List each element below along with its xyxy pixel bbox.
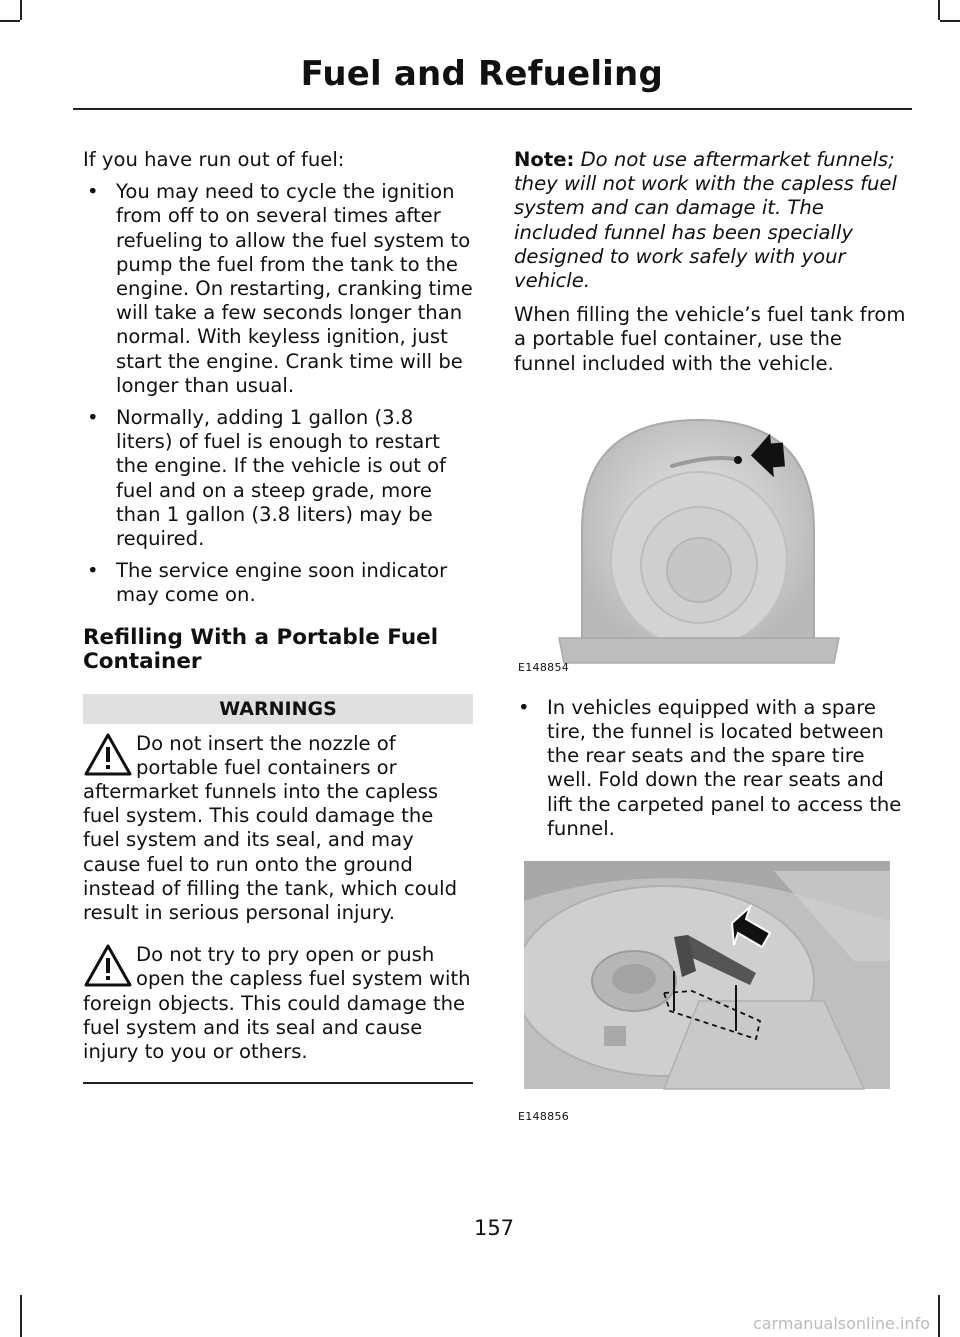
header-divider (73, 108, 912, 110)
right-column (514, 148, 906, 1124)
warning-triangle-icon (83, 732, 133, 778)
list-item: • You may need to cycle the ignition from off to on several times after refueling to allow the fuel system to pump the fuel from the tank to the engine. On restarting, cranking time will take a few seconds longer than normal. With keyless ignition, just start the engine. Crank time will be longer than usual. (83, 180, 473, 398)
section-heading: Refilling With a Portable Fuel Container (83, 624, 439, 674)
spare-tire-well-illustration (524, 861, 894, 1093)
figure-capless-filler (514, 380, 906, 680)
left-column (83, 148, 473, 1084)
crop-mark (938, 0, 940, 20)
note-text: Do not use aftermarket funnels; they will not work with the capless fuel system and can damage it. The included funnel has been specially designed to work safely with your vehicle. (514, 148, 897, 293)
page-number: 157 (473, 1216, 515, 1240)
crop-mark (938, 1295, 940, 1337)
intro-text: If you have run out of fuel: (83, 148, 345, 171)
crop-mark (940, 20, 960, 22)
list-item: • In vehicles equipped with a spare tire, the funnel is located between the rear seats and the spare tire well. Fold down the rear seats and lift the carpeted panel to access the funnel. (514, 696, 906, 841)
warning-triangle-icon (83, 943, 133, 989)
note (514, 148, 906, 293)
bullet-list (83, 180, 473, 607)
warning-item (83, 943, 473, 1064)
warnings-title: WARNINGS (83, 694, 473, 724)
note-label: Note: (514, 148, 575, 171)
warning-text: Do not insert the nozzle of portable fuel containers or aftermarket funnels into the capless fuel system. This could damage the fuel system and its seal, and may cause fuel to run onto the ground instead of filling the tank, which could result in serious personal injury. (83, 731, 458, 925)
watermark: carmanualsonline.info (752, 1314, 930, 1333)
list-item: • Normally, adding 1 gallon (3.8 liters) of fuel is enough to restart the engine. If the vehicle is out of fuel and on a steep grade, more than 1 gallon (3.8 liters) may be required. (83, 406, 473, 551)
capless-filler-illustration (514, 380, 906, 670)
warning-text: Do not try to pry open or push open the capless fuel system with foreign objects. This could damage the fuel system and its seal and cause injury to you or others. (83, 943, 471, 1064)
page-title: Fuel and Refueling (300, 54, 663, 94)
crop-mark (20, 1295, 22, 1337)
warnings-end-rule (83, 1082, 473, 1084)
crop-mark (20, 0, 22, 20)
figure-code: E148854 (518, 660, 570, 674)
body-paragraph: When filling the vehicle’s fuel tank from a portable fuel container, use the funnel included with the vehicle. (514, 303, 906, 375)
figure-code: E148856 (518, 1110, 570, 1124)
crop-mark (0, 20, 20, 22)
warning-item (83, 732, 473, 926)
bullet-list (514, 696, 906, 841)
figure-spare-tire-well (514, 861, 906, 1124)
list-item: • The service engine soon indicator may come on. (83, 559, 473, 607)
